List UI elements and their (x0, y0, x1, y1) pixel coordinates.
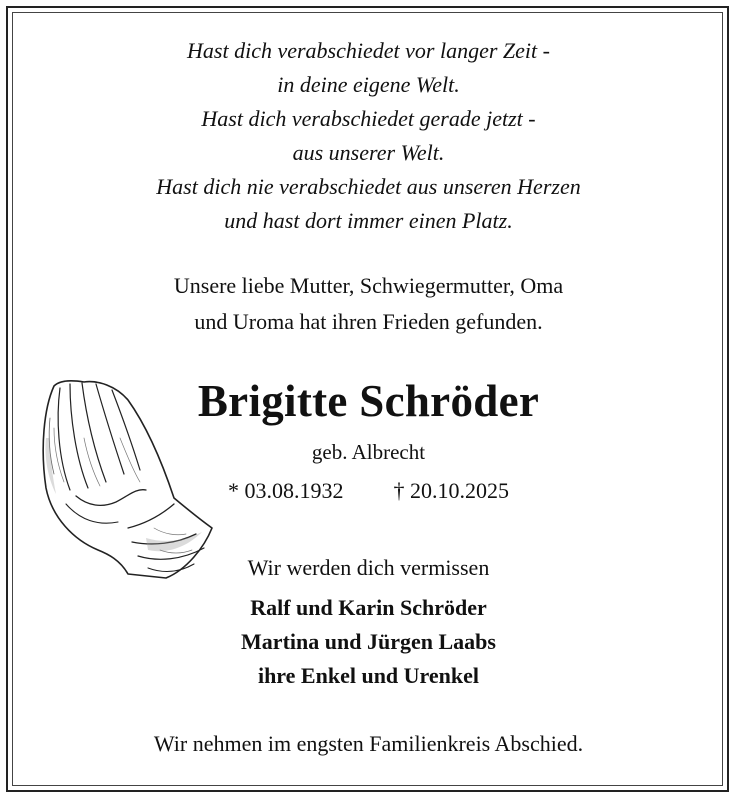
poem-line-3: Hast dich verabschiedet gerade jetzt - (201, 106, 536, 131)
poem-line-6: und hast dort immer einen Platz. (224, 208, 513, 233)
life-dates (0, 476, 737, 506)
mourners-intro: Wir werden dich vermissen (247, 555, 490, 580)
death-date: † 20.10.2025 (393, 478, 509, 503)
closing-note: Wir nehmen im engsten Familienkreis Abschied. (153, 731, 584, 756)
birth-date: * 03.08.1932 (228, 478, 344, 503)
poem-line-2: in deine eigene Welt. (277, 72, 460, 97)
mourner-line-1: Ralf und Karin Schröder (250, 595, 487, 620)
poem-line-4: aus unserer Welt. (292, 140, 445, 165)
poem-line-5: Hast dich nie verabschiedet aus unseren Herzen (156, 174, 581, 199)
deceased-name: Brigitte Schröder (197, 376, 540, 426)
poem-line-1: Hast dich verabschiedet vor langer Zeit - (187, 38, 550, 63)
mourner-line-3: ihre Enkel und Urenkel (257, 663, 480, 688)
announcement-line-1: Unsere liebe Mutter, Schwiegermutter, Oma (173, 273, 564, 298)
announcement-line-2: und Uroma hat ihren Frieden gefunden. (194, 309, 543, 334)
birth-name: geb. Albrecht (311, 440, 426, 464)
mourner-line-2: Martina und Jürgen Laabs (241, 629, 496, 654)
